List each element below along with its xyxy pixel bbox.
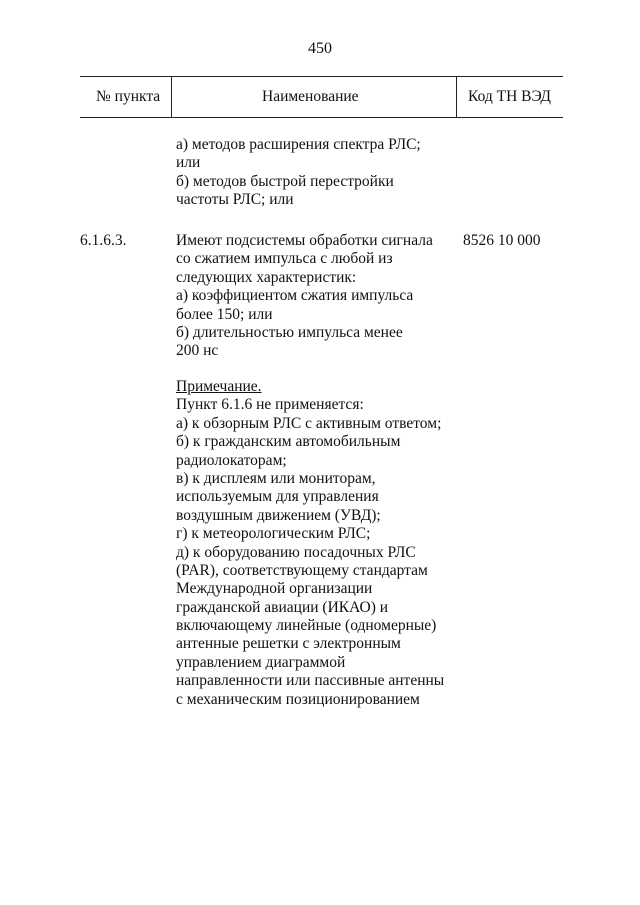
entry-line: 200 нс (176, 342, 219, 360)
header-bottom-rule (80, 117, 563, 118)
note-line: Международной организации (176, 580, 373, 598)
note-line: радиолокаторам; (176, 451, 287, 469)
note-line: (PAR), соответствующему стандартам (176, 561, 428, 579)
entry-line: а) коэффициентом сжатия импульса (176, 287, 414, 305)
continuation-line: б) методов быстрой перестройки (176, 172, 394, 190)
header-divider-1 (171, 76, 172, 118)
entry-line: б) длительностью импульса менее (176, 323, 403, 341)
entry-number: 6.1.6.3. (80, 232, 127, 249)
note-line: Пункт 6.1.6 не применяется: (176, 396, 364, 414)
continuation-text (176, 136, 421, 210)
header-col-code: Код ТН ВЭД (468, 88, 552, 105)
header-divider-2 (456, 76, 457, 118)
note-line: управлением диаграммой (176, 653, 346, 671)
entry-code: 8526 10 000 (463, 232, 541, 249)
entry-line: со сжатием импульса с любой из (176, 250, 393, 268)
entry-line: Имеют подсистемы обработки сигнала (176, 232, 433, 249)
note-line: направленности или пассивные антенны (176, 672, 445, 690)
header-col-number: № пункта (96, 88, 161, 105)
header-top-rule (80, 76, 563, 77)
continuation-line: или (176, 154, 201, 172)
entry-line: следующих характеристик: (176, 268, 357, 286)
note-line: антенные решетки с электронным (176, 635, 401, 653)
note-line: в) к дисплеям или мониторам, (176, 469, 376, 487)
note-line: используемым для управления (176, 488, 379, 506)
note-line: с механическим позиционированием (176, 690, 420, 708)
continuation-line: а) методов расширения спектра РЛС; (176, 136, 421, 153)
note-block (176, 378, 444, 709)
page-number: 450 (308, 40, 332, 57)
header-col-name: Наименование (262, 88, 359, 105)
entry-line: более 150; или (176, 305, 273, 323)
note-line: б) к гражданским автомобильным (176, 433, 401, 451)
note-line: гражданской авиации (ИКАО) и (176, 598, 389, 616)
continuation-line: частоты РЛС; или (176, 191, 294, 209)
note-line: д) к оборудованию посадочных РЛС (176, 543, 416, 561)
note-line: включающему линейные (одномерные) (176, 617, 437, 635)
note-title: Примечание. (176, 378, 262, 395)
note-line: воздушным движением (УВД); (176, 506, 381, 524)
note-line: а) к обзорным РЛС с активным ответом; (176, 414, 442, 432)
entry-text (176, 232, 433, 361)
note-line: г) к метеорологическим РЛС; (176, 525, 371, 543)
